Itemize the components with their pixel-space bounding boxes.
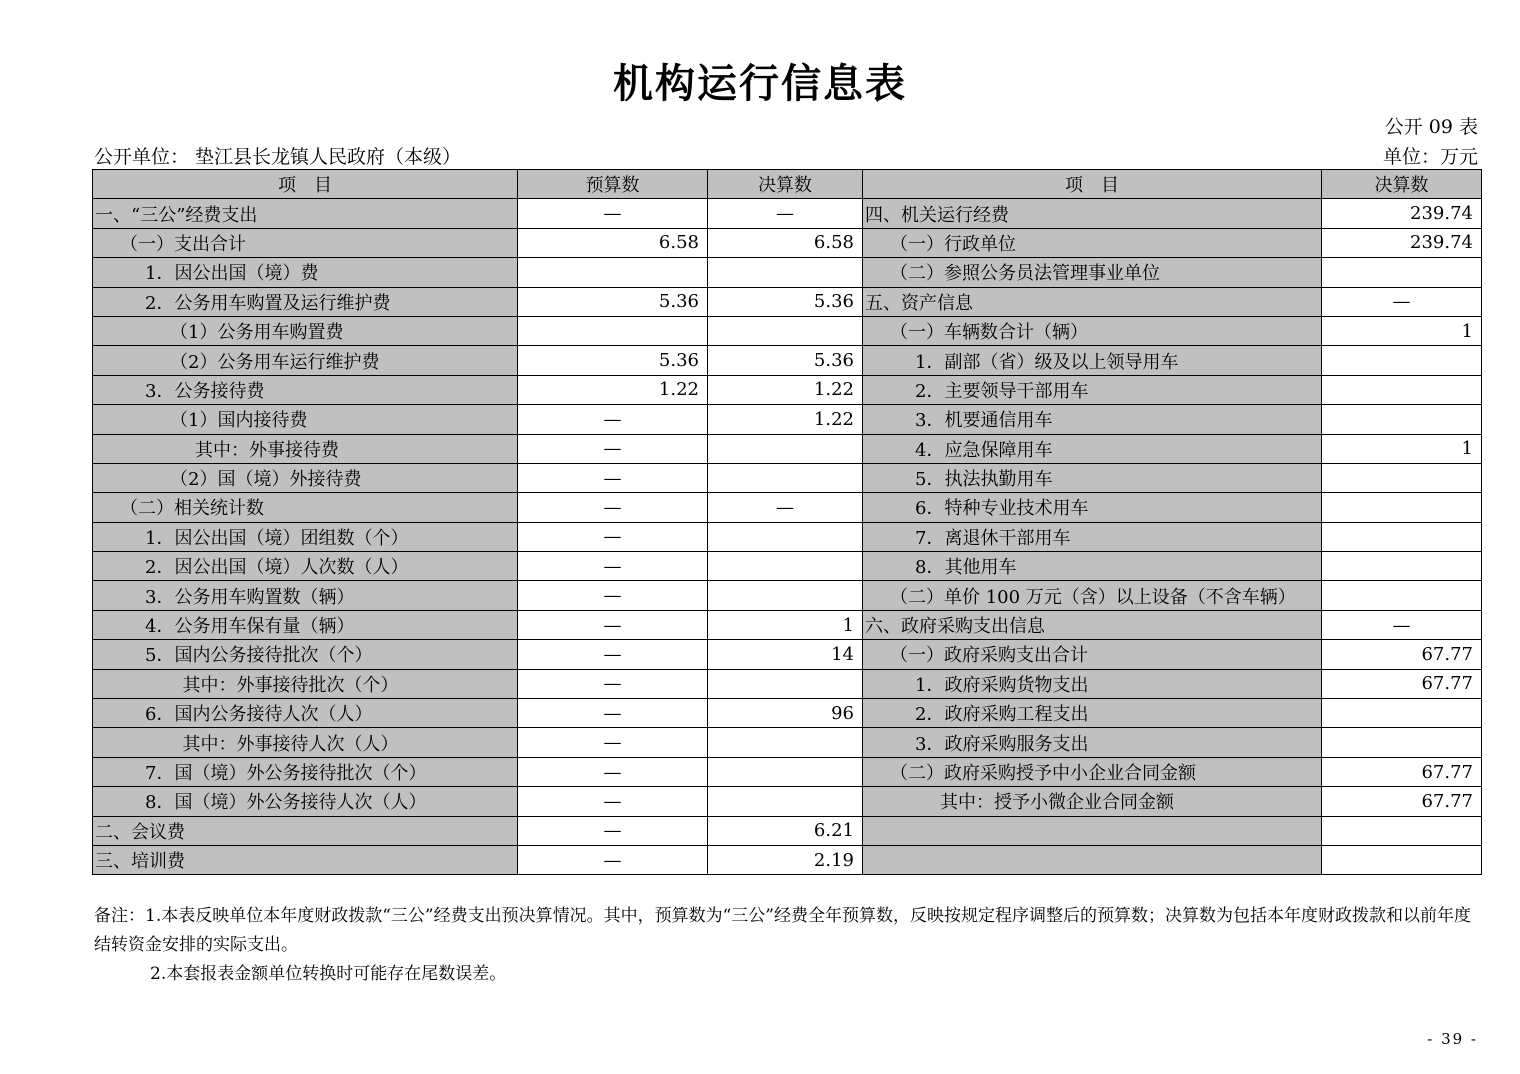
final-value-right bbox=[1322, 552, 1482, 581]
right-item-label: 5．执法执勤用车 bbox=[863, 463, 1322, 492]
final-value-left: 5.36 bbox=[708, 287, 863, 316]
left-item-label: 二、会议费 bbox=[93, 816, 518, 845]
final-value-right bbox=[1322, 522, 1482, 551]
left-item-label: 3．公务用车购置数（辆） bbox=[93, 581, 518, 610]
final-value-left: 14 bbox=[708, 640, 863, 669]
final-value-left bbox=[708, 757, 863, 786]
budget-value: — bbox=[518, 522, 708, 551]
note-2: 2.本套报表金额单位转换时可能存在尾数误差。 bbox=[150, 964, 507, 984]
final-value-right bbox=[1322, 816, 1482, 845]
left-item-label: 2．因公出国（境）人次数（人） bbox=[93, 552, 518, 581]
budget-value: — bbox=[518, 610, 708, 639]
left-item-label: 2．公务用车购置及运行维护费 bbox=[93, 287, 518, 316]
left-item-label: （2）公务用车运行维护费 bbox=[93, 346, 518, 375]
table-row bbox=[93, 610, 1482, 639]
left-item-label: 7．国（境）外公务接待批次（个） bbox=[93, 757, 518, 786]
final-value-right bbox=[1322, 346, 1482, 375]
operation-info-table bbox=[92, 169, 1482, 875]
left-item-label: （2）国（境）外接待费 bbox=[93, 463, 518, 492]
table-row bbox=[93, 346, 1482, 375]
final-value-right: — bbox=[1322, 287, 1482, 316]
final-value-left bbox=[708, 787, 863, 816]
budget-value: — bbox=[518, 434, 708, 463]
budget-value: — bbox=[518, 463, 708, 492]
final-value-left bbox=[708, 669, 863, 698]
final-value-right bbox=[1322, 699, 1482, 728]
header-final-left: 决算数 bbox=[708, 170, 863, 199]
right-item-label: 1．副部（省）级及以上领导用车 bbox=[863, 346, 1322, 375]
final-value-right bbox=[1322, 375, 1482, 404]
final-value-right: 67.77 bbox=[1322, 669, 1482, 698]
budget-value: 6.58 bbox=[518, 228, 708, 257]
budget-value: 1.22 bbox=[518, 375, 708, 404]
header-item-left: 项 目 bbox=[93, 170, 518, 199]
final-value-right bbox=[1322, 581, 1482, 610]
final-value-left: 2.19 bbox=[708, 845, 863, 874]
final-value-left bbox=[708, 552, 863, 581]
left-item-label: 1．因公出国（境）费 bbox=[93, 258, 518, 287]
form-number: 公开 09 表 bbox=[1384, 116, 1478, 138]
table-header-row bbox=[93, 170, 1482, 199]
left-item-label: 5．国内公务接待批次（个） bbox=[93, 640, 518, 669]
page-number: - 39 - bbox=[1427, 1030, 1478, 1048]
budget-value: — bbox=[518, 699, 708, 728]
final-value-left bbox=[708, 728, 863, 757]
left-item-label: 4．公务用车保有量（辆） bbox=[93, 610, 518, 639]
right-item-label: 6．特种专业技术用车 bbox=[863, 493, 1322, 522]
left-item-label: 三、培训费 bbox=[93, 845, 518, 874]
table-row bbox=[93, 757, 1482, 786]
budget-value: — bbox=[518, 552, 708, 581]
final-value-right bbox=[1322, 405, 1482, 434]
final-value-left: 6.21 bbox=[708, 816, 863, 845]
table-row bbox=[93, 640, 1482, 669]
budget-value: — bbox=[518, 757, 708, 786]
left-item-label: 一、“三公”经费支出 bbox=[93, 199, 518, 228]
final-value-left: — bbox=[708, 493, 863, 522]
right-item-label: 8．其他用车 bbox=[863, 552, 1322, 581]
note-1: 备注：1.本表反映单位本年度财政拨款“三公”经费支出预决算情况。其中，预算数为“三公”经费全年预算数，反映按规定程序调整后的预算数；决算数为包括本年度财政拨款和以前年度结转资金安排的实际支出。 bbox=[94, 906, 1471, 955]
header-item-right: 项 目 bbox=[863, 170, 1322, 199]
final-value-left bbox=[708, 522, 863, 551]
left-item-label: （1）国内接待费 bbox=[93, 405, 518, 434]
right-item-label: 六、政府采购支出信息 bbox=[863, 610, 1322, 639]
budget-value: 5.36 bbox=[518, 287, 708, 316]
currency-unit: 单位：万元 bbox=[1382, 146, 1478, 168]
table-row bbox=[93, 493, 1482, 522]
table-row bbox=[93, 405, 1482, 434]
right-item-label: 2．主要领导干部用车 bbox=[863, 375, 1322, 404]
final-value-right: 1 bbox=[1322, 434, 1482, 463]
left-item-label: 其中：外事接待人次（人） bbox=[93, 728, 518, 757]
table-row bbox=[93, 845, 1482, 874]
final-value-right: — bbox=[1322, 610, 1482, 639]
right-item-label: 2．政府采购工程支出 bbox=[863, 699, 1322, 728]
budget-value: — bbox=[518, 405, 708, 434]
right-item-label: （二）单价 100 万元（含）以上设备（不含车辆） bbox=[863, 581, 1322, 610]
header-budget: 预算数 bbox=[518, 170, 708, 199]
left-item-label: （一）支出合计 bbox=[93, 228, 518, 257]
right-item-label: （二）政府采购授予中小企业合同金额 bbox=[863, 757, 1322, 786]
table-row bbox=[93, 199, 1482, 228]
right-item-label: 1．政府采购货物支出 bbox=[863, 669, 1322, 698]
right-item-label: 4．应急保障用车 bbox=[863, 434, 1322, 463]
right-item-label: （一）行政单位 bbox=[863, 228, 1322, 257]
right-item-label bbox=[863, 845, 1322, 874]
table-row bbox=[93, 434, 1482, 463]
right-item-label: 7．离退休干部用车 bbox=[863, 522, 1322, 551]
budget-value bbox=[518, 258, 708, 287]
budget-value: — bbox=[518, 199, 708, 228]
table-row bbox=[93, 552, 1482, 581]
final-value-left: 6.58 bbox=[708, 228, 863, 257]
budget-value: 5.36 bbox=[518, 346, 708, 375]
final-value-left bbox=[708, 258, 863, 287]
budget-value: — bbox=[518, 816, 708, 845]
budget-value: — bbox=[518, 581, 708, 610]
table-row bbox=[93, 522, 1482, 551]
final-value-left: 96 bbox=[708, 699, 863, 728]
budget-value bbox=[518, 316, 708, 345]
final-value-left: 1.22 bbox=[708, 375, 863, 404]
budget-value: — bbox=[518, 493, 708, 522]
final-value-right: 1 bbox=[1322, 316, 1482, 345]
final-value-left bbox=[708, 316, 863, 345]
right-item-label: （一）车辆数合计（辆） bbox=[863, 316, 1322, 345]
table-row bbox=[93, 258, 1482, 287]
table-row bbox=[93, 816, 1482, 845]
final-value-left: — bbox=[708, 199, 863, 228]
table-row bbox=[93, 316, 1482, 345]
final-value-left bbox=[708, 581, 863, 610]
budget-value: — bbox=[518, 728, 708, 757]
left-item-label: 3．公务接待费 bbox=[93, 375, 518, 404]
final-value-left bbox=[708, 434, 863, 463]
budget-value: — bbox=[518, 669, 708, 698]
final-value-right: 239.74 bbox=[1322, 228, 1482, 257]
table-row bbox=[93, 375, 1482, 404]
left-item-label: 其中：外事接待批次（个） bbox=[93, 669, 518, 698]
budget-value: — bbox=[518, 845, 708, 874]
final-value-right: 67.77 bbox=[1322, 640, 1482, 669]
final-value-right bbox=[1322, 258, 1482, 287]
right-item-label: （二）参照公务员法管理事业单位 bbox=[863, 258, 1322, 287]
table-row bbox=[93, 581, 1482, 610]
left-item-label: 6．国内公务接待人次（人） bbox=[93, 699, 518, 728]
right-item-label: 3．政府采购服务支出 bbox=[863, 728, 1322, 757]
table-row bbox=[93, 728, 1482, 757]
left-item-label: 8．国（境）外公务接待人次（人） bbox=[93, 787, 518, 816]
table-row bbox=[93, 287, 1482, 316]
right-item-label: 四、机关运行经费 bbox=[863, 199, 1322, 228]
final-value-left: 1 bbox=[708, 610, 863, 639]
final-value-left: 5.36 bbox=[708, 346, 863, 375]
final-value-right bbox=[1322, 463, 1482, 492]
right-item-label bbox=[863, 816, 1322, 845]
left-item-label: （1）公务用车购置费 bbox=[93, 316, 518, 345]
right-item-label: 其中：授予小微企业合同金额 bbox=[863, 787, 1322, 816]
final-value-right bbox=[1322, 728, 1482, 757]
final-value-right: 67.77 bbox=[1322, 787, 1482, 816]
final-value-left: 1.22 bbox=[708, 405, 863, 434]
table-row bbox=[93, 699, 1482, 728]
left-item-label: 其中：外事接待费 bbox=[93, 434, 518, 463]
notes bbox=[94, 902, 1480, 989]
header-final-right: 决算数 bbox=[1322, 170, 1482, 199]
left-item-label: 1．因公出国（境）团组数（个） bbox=[93, 522, 518, 551]
final-value-right: 67.77 bbox=[1322, 757, 1482, 786]
left-item-label: （二）相关统计数 bbox=[93, 493, 518, 522]
table-row bbox=[93, 669, 1482, 698]
budget-value: — bbox=[518, 640, 708, 669]
table-row bbox=[93, 787, 1482, 816]
table-row bbox=[93, 463, 1482, 492]
right-item-label: （一）政府采购支出合计 bbox=[863, 640, 1322, 669]
reporting-unit: 公开单位： 垫江县长龙镇人民政府（本级） bbox=[94, 146, 462, 168]
table-row bbox=[93, 228, 1482, 257]
right-item-label: 3．机要通信用车 bbox=[863, 405, 1322, 434]
final-value-left bbox=[708, 463, 863, 492]
final-value-right bbox=[1322, 845, 1482, 874]
budget-value: — bbox=[518, 787, 708, 816]
final-value-right bbox=[1322, 493, 1482, 522]
page-title: 机构运行信息表 bbox=[613, 60, 907, 107]
final-value-right: 239.74 bbox=[1322, 199, 1482, 228]
right-item-label: 五、资产信息 bbox=[863, 287, 1322, 316]
